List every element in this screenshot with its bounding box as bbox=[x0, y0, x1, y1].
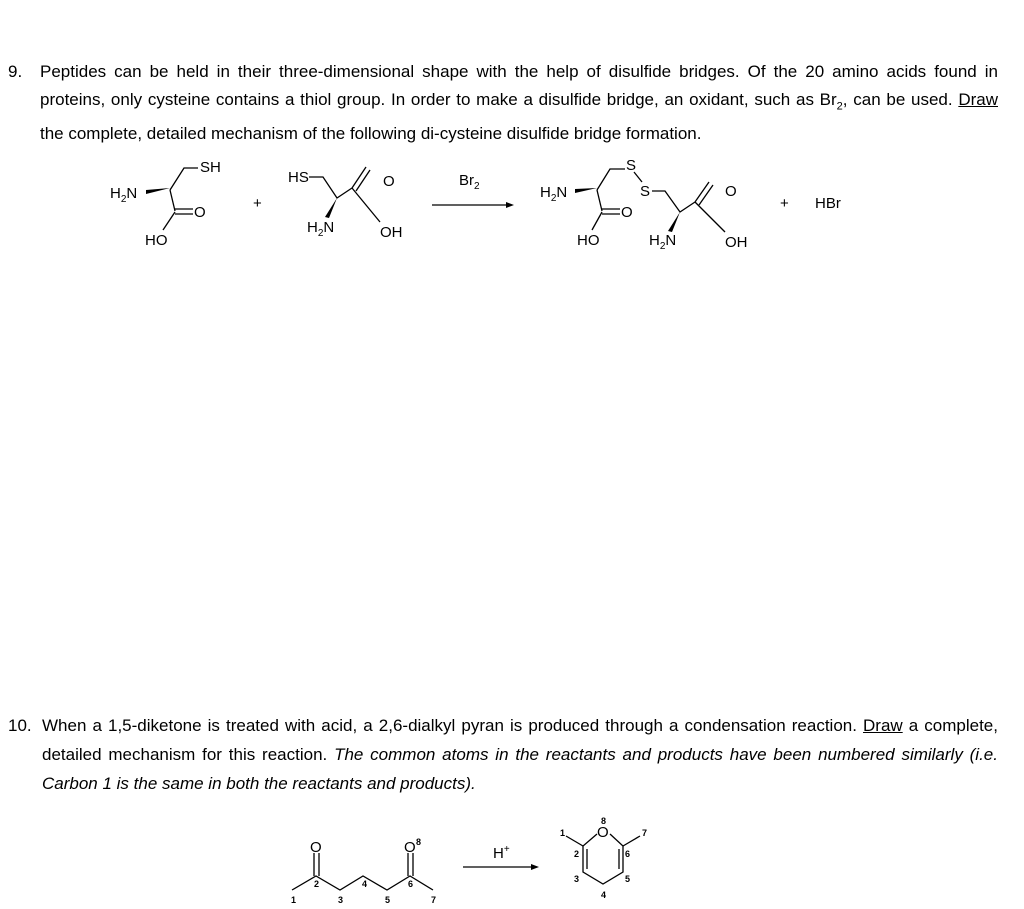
pyran-product bbox=[560, 816, 647, 900]
atom-label: 2 bbox=[314, 879, 320, 889]
amine-label: $H_2N$ bbox=[307, 219, 335, 239]
plus-sign: + bbox=[780, 195, 789, 212]
atom-label: 5 bbox=[625, 874, 631, 884]
atom-label: 4 bbox=[601, 890, 607, 900]
oxygen-label: O bbox=[383, 173, 395, 190]
text: the complete, detailed mechanism of the following di-cysteine disulfide bridge formation. bbox=[40, 124, 702, 144]
thiol-label: SH bbox=[200, 159, 221, 176]
atom-label: 4 bbox=[362, 879, 368, 889]
diketone-reactant bbox=[291, 837, 436, 905]
question-number: 10. bbox=[8, 716, 32, 735]
text: Peptides can be held in their three-dimensional shape with the help of disulfide bridges. Of the 20 amino acids found in proteins, only cysteine contains a thiol group. In order to make a disulfide bridge, an oxidant, such as Br bbox=[40, 62, 998, 109]
oxygen-label: O bbox=[621, 204, 633, 221]
subscript: 2 bbox=[836, 99, 843, 112]
cysteine-molecule-b bbox=[288, 167, 403, 241]
atom-label: 7 bbox=[431, 895, 437, 905]
text: a complete, detailed mechanism for this reaction. bbox=[42, 716, 998, 764]
atom-label: 1 bbox=[560, 828, 566, 838]
atom-label: 3 bbox=[338, 895, 344, 905]
reaction-arrow bbox=[432, 202, 514, 208]
draw-emphasis: Draw bbox=[863, 716, 903, 735]
question-10 bbox=[8, 711, 998, 798]
question-text bbox=[42, 711, 998, 798]
sulfur-label: S bbox=[640, 183, 651, 200]
oxygen-label: O bbox=[725, 183, 737, 200]
atom-label: 7 bbox=[642, 828, 648, 838]
hbr-label: HBr bbox=[815, 195, 841, 212]
oxygen-label: O bbox=[310, 839, 322, 856]
reaction-arrow bbox=[463, 864, 539, 870]
hydroxyl-label: OH bbox=[725, 234, 748, 251]
atom-label: 1 bbox=[291, 895, 297, 905]
text: , can be used. bbox=[842, 89, 959, 109]
acid-reagent-label: H+ bbox=[493, 844, 510, 862]
oxygen-label: O bbox=[194, 204, 206, 221]
sulfur-label: S bbox=[626, 157, 637, 174]
atom-label: 5 bbox=[385, 895, 391, 905]
wedge-bond bbox=[146, 188, 170, 194]
atom-label: 8 bbox=[601, 816, 607, 826]
reagent-label: $Br_2$ bbox=[459, 172, 480, 192]
hydroxyl-label: HO bbox=[577, 232, 600, 249]
plus-sign: + bbox=[253, 195, 262, 212]
hydroxyl-label: OH bbox=[380, 224, 403, 241]
text: When a 1,5-diketone is treated with acid, a 2,6-dialkyl pyran is produced through a condensation reaction. bbox=[42, 716, 864, 735]
oxygen-label: O bbox=[597, 824, 609, 841]
wedge-bond bbox=[325, 198, 337, 218]
draw-emphasis: Draw bbox=[958, 89, 998, 109]
atom-label: 3 bbox=[574, 874, 580, 884]
atom-label: 2 bbox=[574, 849, 580, 859]
hydroxyl-label: HO bbox=[145, 232, 168, 249]
cystine-product bbox=[540, 157, 748, 252]
thiol-label: HS bbox=[288, 169, 309, 186]
amine-label: $H_2N$ bbox=[540, 184, 568, 204]
amine-label: $H_2N$ bbox=[110, 185, 138, 205]
atom-label: 6 bbox=[625, 849, 631, 859]
italic-note: The common atoms in the reactants and products have been numbered similarly (i.e. Carbon 1 is the same in both the reactants and products). bbox=[42, 745, 998, 793]
cysteine-molecule-a bbox=[110, 159, 221, 249]
amine-label: $H_2N$ bbox=[649, 232, 677, 252]
oxygen-label: O bbox=[404, 839, 416, 856]
atom-label: 6 bbox=[408, 879, 414, 889]
atom-label: 8 bbox=[416, 837, 422, 847]
question-number: 9. bbox=[8, 62, 23, 81]
